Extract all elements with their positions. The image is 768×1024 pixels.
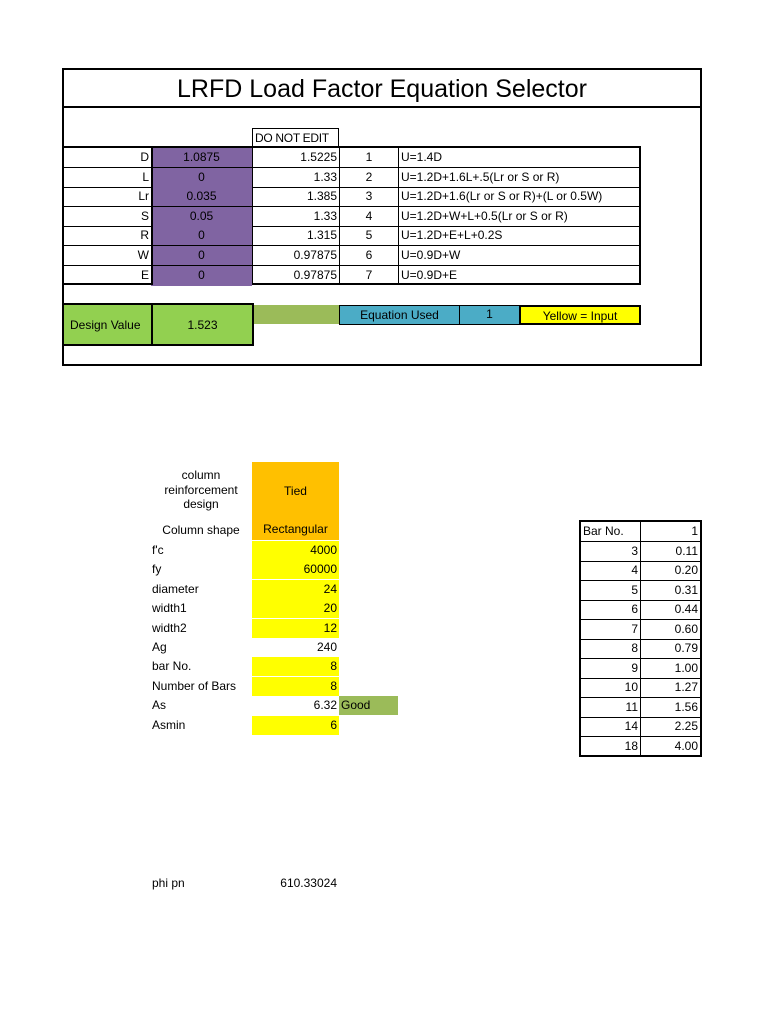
- bar-table-header-value: 1: [691, 524, 698, 538]
- f-c-label: f'c: [152, 543, 164, 557]
- equation-number-5: 5: [365, 228, 373, 242]
- load-label-d: D: [140, 150, 149, 164]
- load-column-divider: [151, 148, 153, 285]
- column-design-title: [150, 468, 252, 512]
- factored-value-7: 0.97875: [293, 268, 337, 282]
- ag-value: 240: [316, 640, 337, 654]
- factored-value-2: 1.33: [313, 170, 337, 184]
- factored-value-1: 1.5225: [300, 150, 337, 164]
- equation-number-4: 4: [365, 209, 373, 223]
- asmin-label: Asmin: [152, 718, 186, 732]
- yellow-input-legend: Yellow = Input: [519, 305, 641, 325]
- fy-input[interactable]: 60000: [252, 560, 339, 579]
- equation-text-6: U=0.9D+W: [401, 248, 461, 262]
- width2-input[interactable]: 12: [252, 619, 339, 638]
- factored-value-3: 1.385: [306, 189, 337, 203]
- number-of-bars-label: Number of Bars: [152, 679, 237, 693]
- phi-pn-label: phi pn: [152, 876, 185, 890]
- bar-area-cell: 1.27: [674, 680, 698, 694]
- load-input-w[interactable]: 0: [151, 246, 252, 266]
- design-value: 1.523: [151, 305, 252, 345]
- bar-area-cell: 1.00: [674, 661, 698, 675]
- ag-label: Ag: [152, 640, 167, 654]
- equation-text-3: U=1.2D+1.6(Lr or S or R)+(L or 0.5W): [401, 189, 603, 203]
- bar-number-cell: 5: [631, 583, 638, 597]
- title-divider: [62, 106, 702, 108]
- design-value-border: [62, 303, 254, 346]
- load-column-divider: [398, 148, 399, 285]
- equation-text-5: U=1.2D+E+L+0.2S: [401, 228, 503, 242]
- equation-number-3: 3: [365, 189, 373, 203]
- diameter-label: diameter: [152, 582, 199, 596]
- bar-area-cell: 0.11: [675, 544, 698, 558]
- bar-number-cell: 8: [631, 641, 638, 655]
- bar-number-cell: 18: [624, 739, 638, 753]
- number-of-bars-input[interactable]: 8: [252, 677, 339, 696]
- column-shape-input[interactable]: Rectangular: [252, 520, 339, 540]
- load-label-s: S: [140, 209, 149, 223]
- equation-used-label: Equation Used: [339, 305, 460, 325]
- factored-value-4: 1.33: [313, 209, 337, 223]
- load-input-r[interactable]: 0: [151, 226, 252, 246]
- load-input-d[interactable]: 1.0875: [151, 148, 252, 168]
- width2-label: width2: [152, 621, 187, 635]
- width1-input[interactable]: 20: [252, 599, 339, 618]
- bar-area-cell: 0.60: [674, 622, 698, 636]
- bar-area-cell: 2.25: [674, 719, 698, 733]
- bar-number-cell: 6: [631, 602, 638, 616]
- column-title-line-3: design: [183, 497, 219, 511]
- bar-number-cell: 10: [624, 680, 638, 694]
- load-input-l[interactable]: 0: [151, 168, 252, 188]
- equation-text-1: U=1.4D: [401, 150, 443, 164]
- asmin-input[interactable]: 6: [252, 716, 339, 735]
- as-label: As: [152, 698, 167, 712]
- bar-area-cell: 1.56: [674, 700, 698, 714]
- load-input-lr[interactable]: 0.035: [151, 187, 252, 207]
- load-column-divider: [252, 148, 253, 285]
- f-c-input[interactable]: 4000: [252, 541, 339, 560]
- as-check-status: Good: [339, 696, 398, 715]
- equation-spacer-cell: [254, 305, 339, 324]
- as-value: 6.32: [313, 698, 337, 712]
- equation-text-4: U=1.2D+W+L+0.5(Lr or S or R): [401, 209, 568, 223]
- bar-number-cell: 3: [631, 544, 638, 558]
- column-shape-label: Column shape: [162, 523, 240, 537]
- column-title-line-2: reinforcement: [164, 482, 238, 497]
- bar-no-input[interactable]: 8: [252, 657, 339, 676]
- width1-label: width1: [152, 601, 187, 615]
- page-title: LRFD Load Factor Equation Selector: [177, 75, 587, 103]
- design-value-label: Design Value: [64, 305, 151, 345]
- load-input-e[interactable]: 0: [151, 266, 252, 286]
- bar-number-cell: 14: [624, 719, 638, 733]
- load-column-divider: [339, 148, 340, 285]
- phi-pn-value: 610.33024: [280, 876, 337, 890]
- load-label-l: L: [142, 170, 149, 184]
- bar-area-cell: 4.00: [674, 739, 698, 753]
- diameter-input[interactable]: 24: [252, 580, 339, 599]
- bar-area-cell: 0.79: [674, 641, 698, 655]
- load-label-e: E: [140, 268, 149, 282]
- factored-value-5: 1.315: [306, 228, 337, 242]
- do-not-edit-label: DO NOT EDIT: [252, 128, 339, 147]
- bar-area-cell: 0.44: [674, 602, 698, 616]
- bar-number-cell: 7: [631, 622, 638, 636]
- equation-number-2: 2: [365, 170, 373, 184]
- equation-text-2: U=1.2D+1.6L+.5(Lr or S or R): [401, 170, 560, 184]
- bar-number-cell: 4: [631, 563, 638, 577]
- fy-label: fy: [152, 562, 162, 576]
- bar-no-label: bar No.: [152, 659, 192, 673]
- bar-table-header-label: Bar No.: [583, 524, 624, 538]
- bar-area-cell: 0.20: [674, 563, 698, 577]
- equation-text-7: U=0.9D+E: [401, 268, 458, 282]
- factored-value-6: 0.97875: [293, 248, 337, 262]
- equation-number-7: 7: [365, 268, 373, 282]
- column-type-input[interactable]: Tied: [252, 462, 339, 520]
- bar-number-cell: 9: [631, 661, 638, 675]
- load-input-s[interactable]: 0.05: [151, 207, 252, 227]
- load-label-w: W: [137, 248, 149, 262]
- bar-area-cell: 0.31: [674, 583, 698, 597]
- equation-used-value[interactable]: 1: [459, 305, 520, 325]
- column-title-line-1: column: [181, 468, 221, 482]
- bar-number-cell: 11: [625, 700, 638, 714]
- load-label-r: R: [140, 228, 149, 242]
- load-label-lr: Lr: [138, 189, 149, 203]
- equation-number-6: 6: [365, 248, 373, 262]
- equation-number-1: 1: [365, 150, 373, 164]
